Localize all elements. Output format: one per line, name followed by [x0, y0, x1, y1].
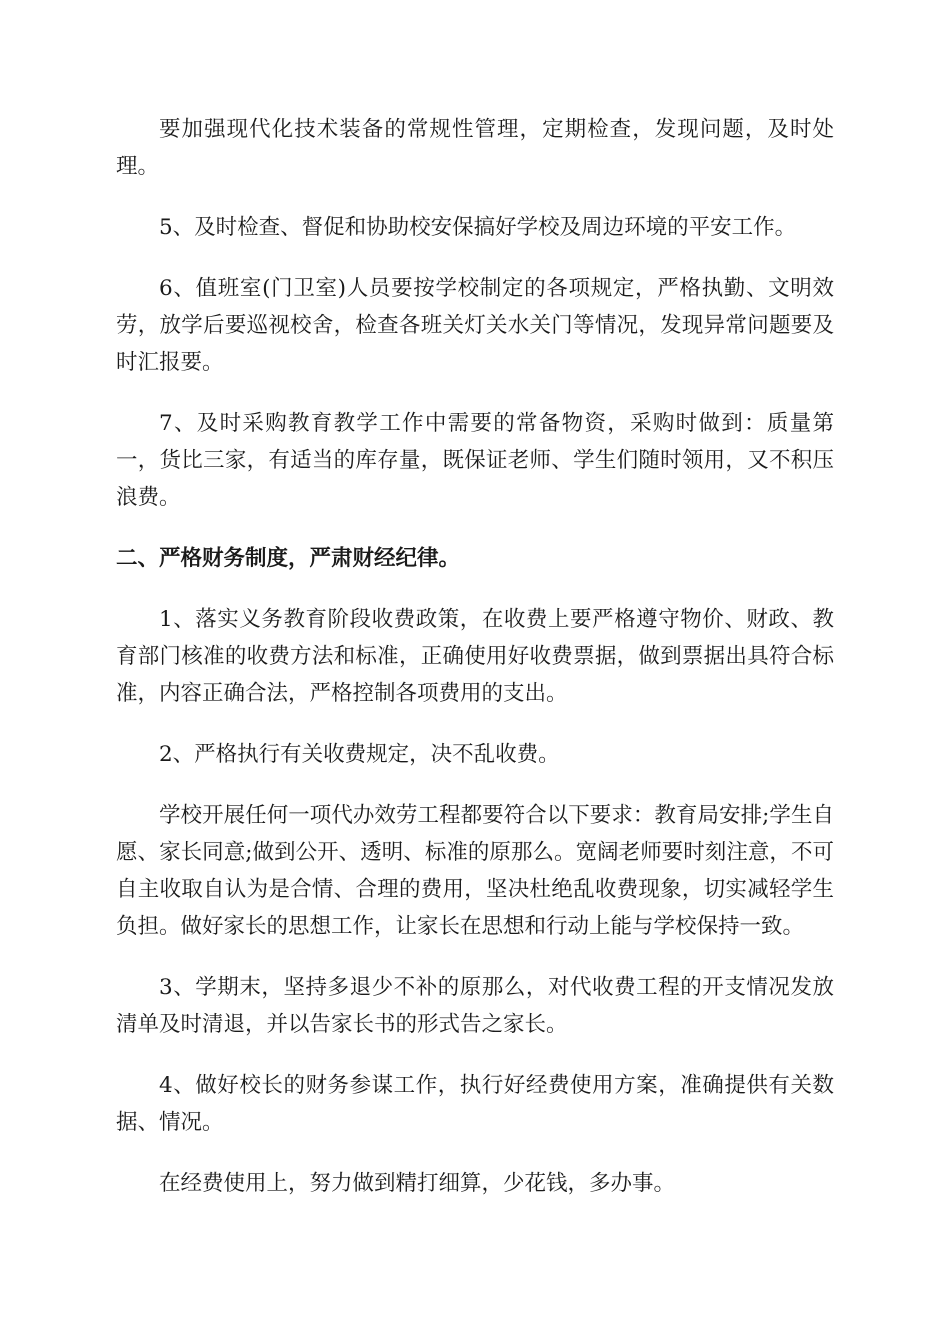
paragraph: 要加强现代化技术装备的常规性管理，定期检查，发现问题，及时处理。 [116, 117, 834, 179]
paragraph: 3、学期末，坚持多退少不补的原那么，对代收费工程的开支情况发放清单及时清退，并以告家长书的形式告之家长。 [116, 975, 834, 1037]
paragraph: 7、及时采购教育教学工作中需要的常备物资，采购时做到：质量第一，货比三家，有适当的库存量，既保证老师、学生们随时领用，又不积压浪费。 [116, 411, 834, 510]
paragraph: 1、落实义务教育阶段收费政策，在收费上要严格遵守物价、财政、教育部门核准的收费方法和标准，正确使用好收费票据，做到票据出具符合标准，内容正确合法，严格控制各项费用的支出。 [116, 607, 834, 706]
paragraph: 学校开展任何一项代办效劳工程都要符合以下要求：教育局安排;学生自愿、家长同意;做到公开、透明、标准的原那么。宽阔老师要时刻注意，不可自主收取自认为是合情、合理的费用，坚决杜绝乱收费现象，切实减轻学生负担。做好家长的思想工作，让家长在思想和行动上能与学校保持一致。 [116, 803, 834, 939]
paragraph: 6、值班室(门卫室)人员要按学校制定的各项规定，严格执勤、文明效劳，放学后要巡视校舍，检查各班关灯关水关门等情况，发现异常问题要及时汇报要。 [116, 276, 834, 375]
paragraph: 在经费使用上，努力做到精打细算，少花钱，多办事。 [159, 1171, 676, 1196]
paragraph: 2、严格执行有关收费规定，决不乱收费。 [159, 742, 560, 767]
section-heading: 二、严格财务制度，严肃财经纪律。 [116, 546, 461, 571]
paragraph: 4、做好校长的财务参谋工作，执行好经费使用方案，准确提供有关数据、情况。 [116, 1073, 834, 1135]
paragraph: 5、及时检查、督促和协助校安保搞好学校及周边环境的平安工作。 [159, 215, 797, 240]
document-body [116, 111, 834, 1226]
